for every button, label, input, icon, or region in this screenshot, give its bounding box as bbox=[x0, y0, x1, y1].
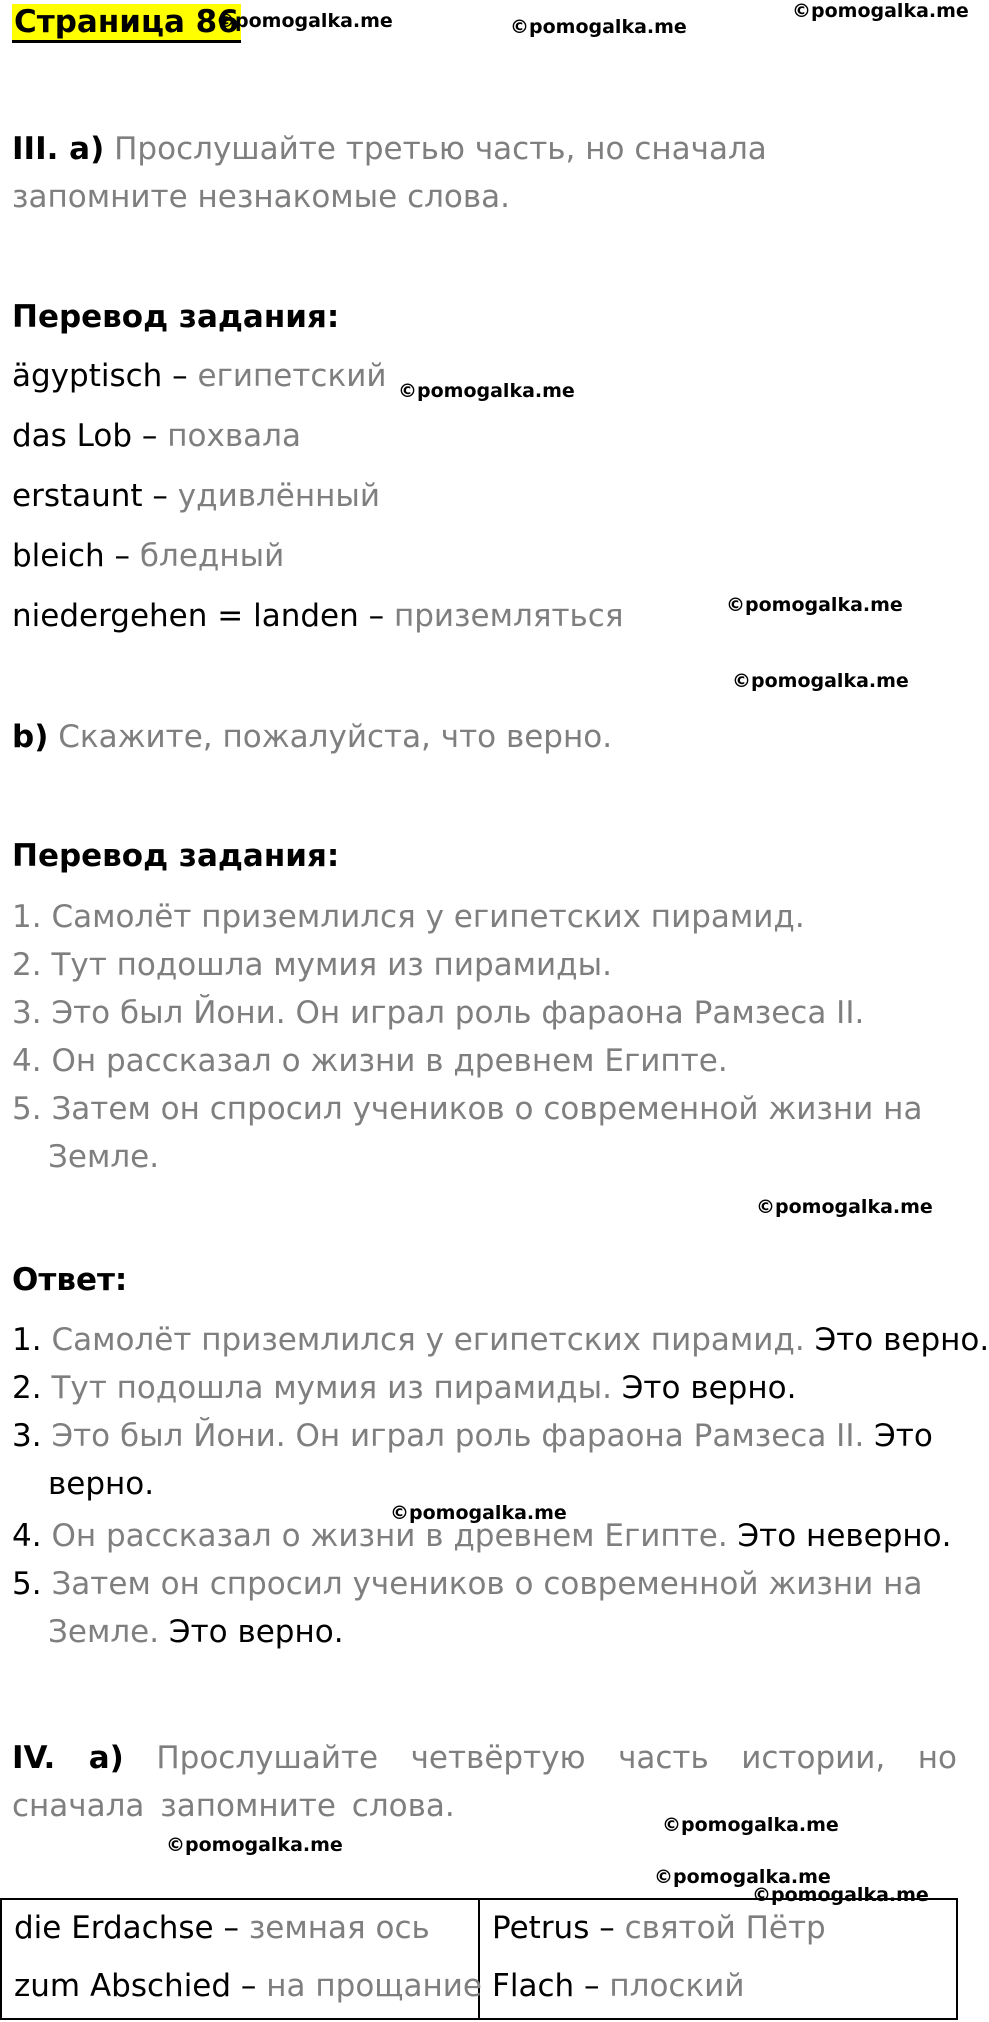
answer-item-continuation: Земле. Это верно. bbox=[48, 1614, 344, 1650]
watermark: ©pomogalka.me bbox=[654, 1866, 831, 1888]
vocab-item: ägyptisch – египетский bbox=[12, 358, 387, 394]
page-number-tag: Страница 86 bbox=[12, 2, 241, 42]
task-b-heading: b) Скажите, пожалуйста, что верно. bbox=[12, 719, 613, 755]
watermark: ©pomogalka.me bbox=[752, 1884, 929, 1906]
vocab-table-cell: die Erdachse – земная ось bbox=[14, 1910, 430, 1946]
answer-item-continuation: верно. bbox=[48, 1466, 155, 1502]
watermark: ©pomogalka.me bbox=[732, 670, 909, 692]
vocab-table bbox=[0, 1898, 958, 2020]
watermark: ©pomogalka.me bbox=[510, 16, 687, 38]
statement-item: 3. Это был Йони. Он играл роль фараона Рамзеса II. bbox=[12, 995, 865, 1031]
answer-item: 2. Тут подошла мумия из пирамиды. Это верно. bbox=[12, 1370, 797, 1406]
vocab-table-column bbox=[2, 1900, 480, 2018]
vocab-table-column bbox=[480, 1900, 956, 2018]
statement-item: 4. Он рассказал о жизни в древнем Египте. bbox=[12, 1043, 728, 1079]
vocab-item: das Lob – похвала bbox=[12, 418, 301, 454]
answer-item: 3. Это был Йони. Он играл роль фараона Рамзеса II. Это bbox=[12, 1418, 933, 1454]
vocab-item: erstaunt – удивлённый bbox=[12, 478, 381, 514]
answer-item: 1. Самолёт приземлился у египетских пирамид. Это верно. bbox=[12, 1322, 989, 1358]
watermark: ©pomogalka.me bbox=[216, 10, 393, 32]
vocab-table-cell: Petrus – святой Пётр bbox=[492, 1910, 826, 1946]
vocab-item: bleich – бледный bbox=[12, 538, 285, 574]
answer-item: 5. Затем он спросил учеников о современной жизни на bbox=[12, 1566, 923, 1602]
vocab-item: niedergehen = landen – приземляться bbox=[12, 598, 624, 634]
watermark: ©pomogalka.me bbox=[792, 0, 969, 22]
watermark: ©pomogalka.me bbox=[726, 594, 903, 616]
answer-title: Ответ: bbox=[12, 1262, 128, 1298]
section-4-heading: IV. a) Прослушайте четвёртую часть истории, но сначала запомните слова. bbox=[12, 1740, 958, 1824]
watermark: ©pomogalka.me bbox=[166, 1834, 343, 1856]
statement-item: 1. Самолёт приземлился у египетских пирамид. bbox=[12, 899, 805, 935]
translation-title: Перевод задания: bbox=[12, 299, 340, 335]
vocab-table-cell: Flach – плоский bbox=[492, 1968, 745, 2004]
watermark: ©pomogalka.me bbox=[662, 1814, 839, 1836]
statement-item: 5. Затем он спросил учеников о современной жизни на bbox=[12, 1091, 923, 1127]
watermark: ©pomogalka.me bbox=[756, 1196, 933, 1218]
vocab-table-cell: zum Abschied – на прощание bbox=[14, 1968, 482, 2004]
section-3-heading: III. a) Прослушайте третью часть, но сначала запомните незнакомые слова. bbox=[12, 131, 767, 215]
translation-title: Перевод задания: bbox=[12, 838, 340, 874]
watermark: ©pomogalka.me bbox=[390, 1502, 567, 1524]
watermark: ©pomogalka.me bbox=[398, 380, 575, 402]
statement-item-continuation: Земле. bbox=[48, 1139, 160, 1175]
statement-item: 2. Тут подошла мумия из пирамиды. bbox=[12, 947, 612, 983]
answer-item: 4. Он рассказал о жизни в древнем Египте. Это неверно. bbox=[12, 1518, 952, 1554]
